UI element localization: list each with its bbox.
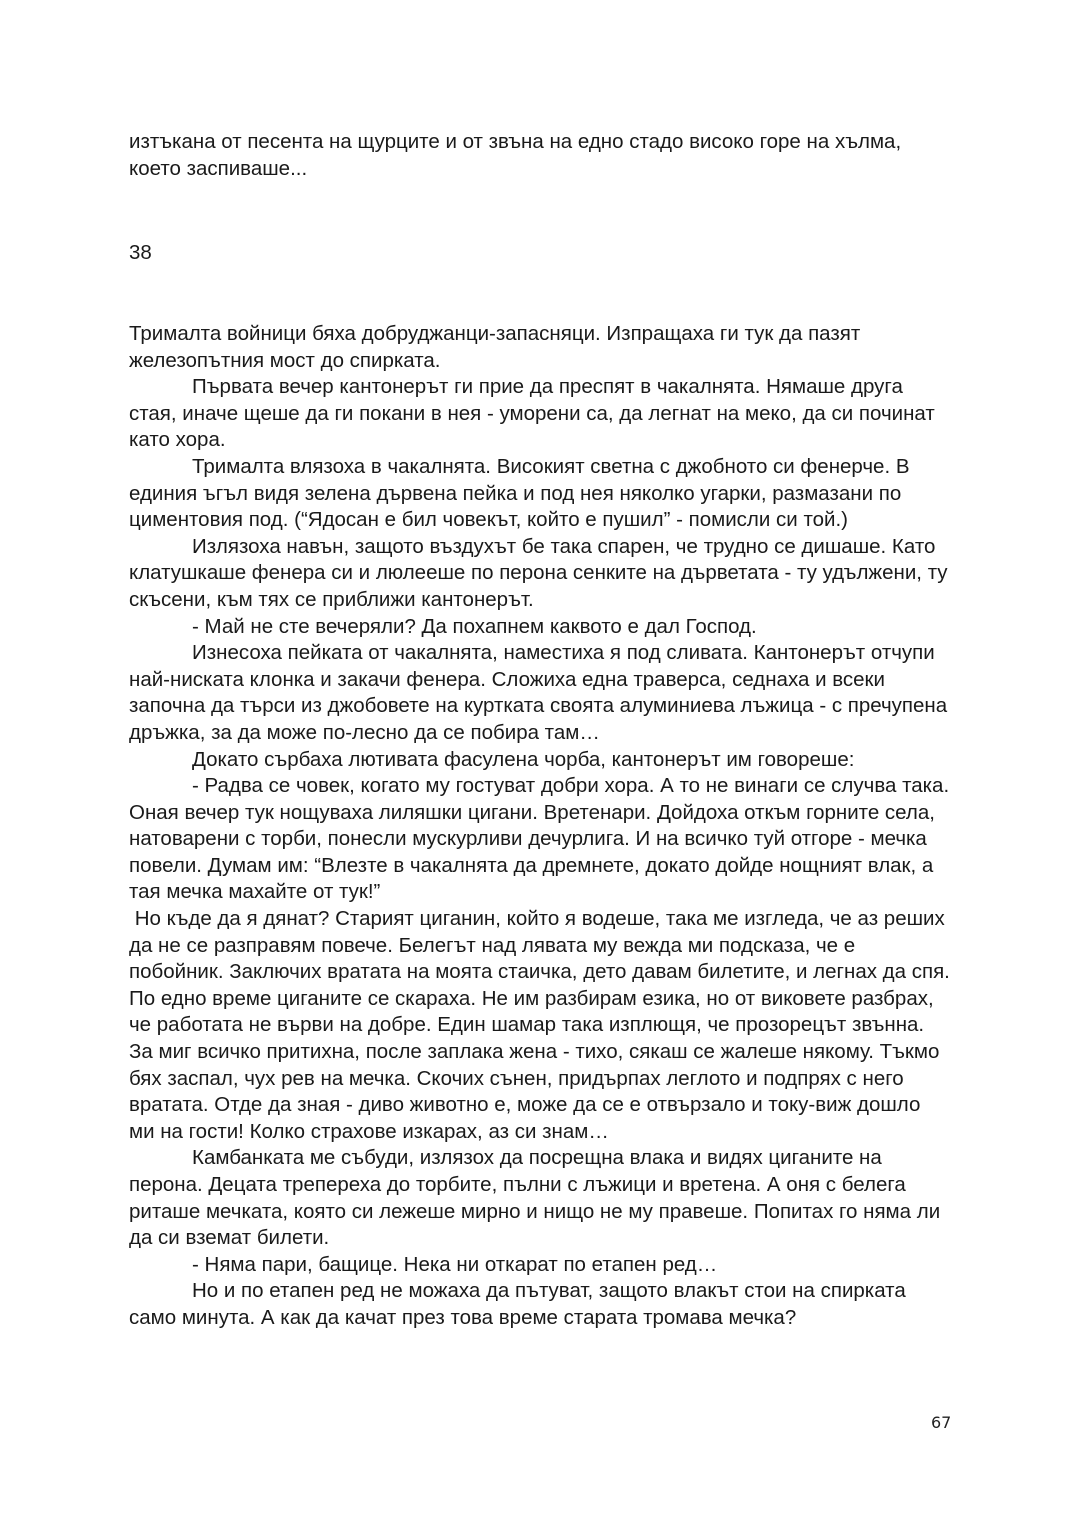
opening-paragraph: изтъкана от песента на щурците и от звъна на едно стадо високо горе на хълма, което заспиваше... <box>129 130 902 180</box>
paragraph: Докато сърбаха лютивата фасулена чорба, кантонерът им говореше: <box>192 747 855 771</box>
paragraph: Излязоха навън, защото въздухът бе така спарен, че трудно се дишаше. Като клатушкаше фенера си и люлееше по перона сенките на дърветата - ту удължени, ту скъсени, към тях се приближи кантонерът. <box>129 534 948 611</box>
paragraph: - Май не сте вечеряли? Да похапнем каквото е дал Господ. <box>192 614 757 638</box>
paragraph: Първата вечер кантонерът ги прие да преспят в чакалнята. Нямаше друга стая, иначе щеше да ги покани в нея - уморени са, да легнат на меко, да си починат като хора. <box>129 375 935 452</box>
paragraph: Трималта войници бяха добруджанци-запасняци. Изпращаха ги тук да пазят железопътния мост до спирката. <box>129 322 861 372</box>
paragraph: Изнесоха пейката от чакалнята, наместиха я под сливата. Кантонерът отчупи най-ниската клонка и закачи фенера. Сложиха една траверса, седнаха и всеки започна да търси из джобовете на куртката своята алуминиева лъжица - с пречупена дръжка, за да може по-лесно да се побира там… <box>129 641 948 744</box>
paragraph: - Няма пари, бащице. Нека ни откарат по етапен ред… <box>192 1252 718 1276</box>
opening-text-block <box>129 129 951 182</box>
paragraph: Камбанката ме събуди, излязох да посрещна влака и видях циганите на перона. Децата трепереха до торбите, пълни с лъжици и вретена. А оня с белега риташе мечката, която си лежеше мирно и нищо не му правеше. Попитах го няма ли да си вземат билети. <box>129 1146 941 1250</box>
chapter-body <box>129 321 951 1332</box>
chapter-number: 38 <box>129 241 152 264</box>
paragraph: - Радва се човек, когато му гостуват добри хора. А то не винаги се случва така. Оная вечер тук нощуваха лиляшки цигани. Вретенари. Дойдоха откъм горните села, натоварени с торби, понесли мускурливи дечурлига. И на всичко туй отгоре - мечка повели. Думам им: “Влезте в чакалнята да дремнете, докато дойде нощният влак, а тая мечка махайте от тук!” <box>129 774 950 904</box>
page-number: 67 <box>931 1413 952 1432</box>
paragraph: Но и по етапен ред не можаха да пътуват, защото влакът стои на спирката само минута. А как да качат през това време старата тромава мечка? <box>129 1279 906 1329</box>
paragraph: Но къде да я дянат? Старият циганин, който я водеше, така ме изгледа, че аз реших да не се разправям повече. Белегът над лявата му вежда ми подсказа, че е побойник. Заключих вратата на моята стаичка, дето давам билетите, и легнах да спя. По едно време циганите се скараха. Не им разбирам езика, но от виковете разбрах, че работата не върви на добре. Един шамар така изплющя, че прозорецът звънна. За миг всичко притихна, после заплака жена - тихо, сякаш се жалеше някому. Тъкмо бях заспал, чух рев на мечка. Скочих сънен, придърпах леглото и подпрях с него вратата. Отде да зная - диво животно е, може да се е отвързало и току-виж дошло ми на гости! Колко страхове изкарах, аз си знам… <box>129 907 950 1143</box>
paragraph: Трималта влязоха в чакалнята. Високият светна с джобното си фенерче. В единия ъгъл видя зелена дървена пейка и под нея няколко угарки, размазани по циментовия под. (“Ядосан е бил човекът, който е пушил” - помисли си той.) <box>129 454 910 532</box>
